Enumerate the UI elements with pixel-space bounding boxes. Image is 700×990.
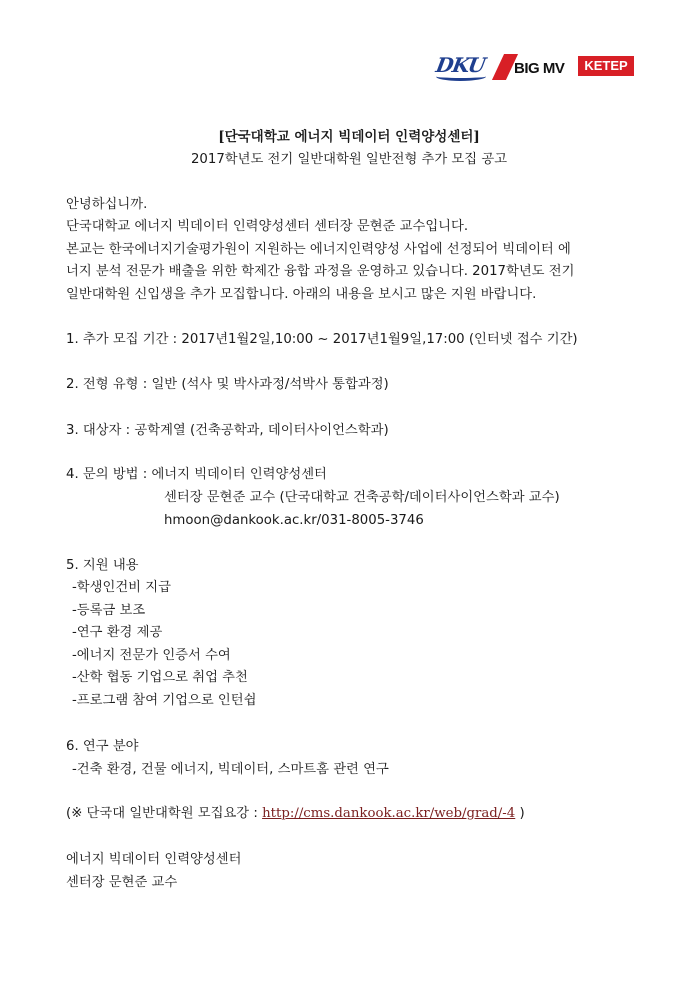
dku-logo-text: DKU — [434, 53, 487, 77]
item-contact-email: hmoon@dankook.ac.kr/031-8005-3746 — [164, 513, 424, 528]
guideline-note-prefix: (※ 단국대 일반대학원 모집요강 : — [66, 806, 263, 821]
bigmv-logo-text: BIG MV — [514, 60, 565, 77]
item-contact: 4. 문의 방법 : 에너지 빅데이터 인력양성센터 — [66, 467, 327, 482]
dku-logo — [434, 52, 495, 80]
ketep-logo: KETEP — [578, 56, 634, 76]
guideline-note-suffix: ) — [515, 806, 525, 821]
header-logos — [436, 52, 636, 82]
support-list-item: -연구 환경 제공 — [72, 625, 163, 640]
item-period: 1. 추가 모집 기간 : 2017년1월2일,10:00 ~ 2017년1월9일,17:00 (인터넷 접수 기간) — [66, 332, 578, 347]
intro-line-1: 단국대학교 에너지 빅데이터 인력양성센터 센터장 문현준 교수입니다. — [66, 219, 469, 234]
dku-logo-swoosh — [435, 72, 487, 81]
guideline-note — [66, 803, 525, 826]
intro-line-2: 본교는 한국에너지기술평가원이 지원하는 에너지인력양성 사업에 선정되어 빅데이터 에 — [66, 242, 571, 257]
intro-line-3: 너지 분석 전문가 배출을 위한 학제간 융합 과정을 운영하고 있습니다. 2017학년도 전기 — [66, 264, 575, 279]
signature-person: 센터장 문현준 교수 — [66, 875, 178, 890]
page-title: [단국대학교 에너지 빅데이터 인력양성센터] — [218, 129, 480, 145]
item-target: 3. 대상자 : 공학계열 (건축공학과, 데이터사이언스학과) — [66, 423, 389, 438]
support-list-item: -프로그램 참여 기업으로 인턴쉽 — [72, 693, 257, 708]
research-list-item: -건축 환경, 건물 에너지, 빅데이터, 스마트홈 관련 연구 — [72, 762, 389, 777]
item-research-title: 6. 연구 분야 — [66, 739, 139, 754]
support-list-item: -등록금 보조 — [72, 603, 146, 618]
support-list-item: -학생인건비 지급 — [72, 580, 171, 595]
signature-org: 에너지 빅데이터 인력양성센터 — [66, 852, 242, 867]
item-type: 2. 전형 유형 : 일반 (석사 및 박사과정/석박사 통합과정) — [66, 377, 389, 392]
intro-line-4: 일반대학원 신입생을 추가 모집합니다. 아래의 내용을 보시고 많은 지원 바랍니다. — [66, 287, 537, 302]
support-list-item: -에너지 전문가 인증서 수여 — [72, 648, 231, 663]
item-support-title: 5. 지원 내용 — [66, 558, 139, 573]
guideline-link[interactable]: http://cms.dankook.ac.kr/web/grad/-4 — [262, 806, 516, 821]
page-subtitle: 2017학년도 전기 일반대학원 일반전형 추가 모집 공고 — [190, 152, 508, 167]
item-contact-person: 센터장 문현준 교수 (단국대학교 건축공학/데이터사이언스학과 교수) — [164, 490, 560, 505]
intro-greeting: 안녕하십니까. — [66, 197, 148, 212]
bigmv-logo — [498, 54, 576, 80]
support-list-item: -산학 협동 기업으로 취업 추천 — [72, 670, 248, 685]
